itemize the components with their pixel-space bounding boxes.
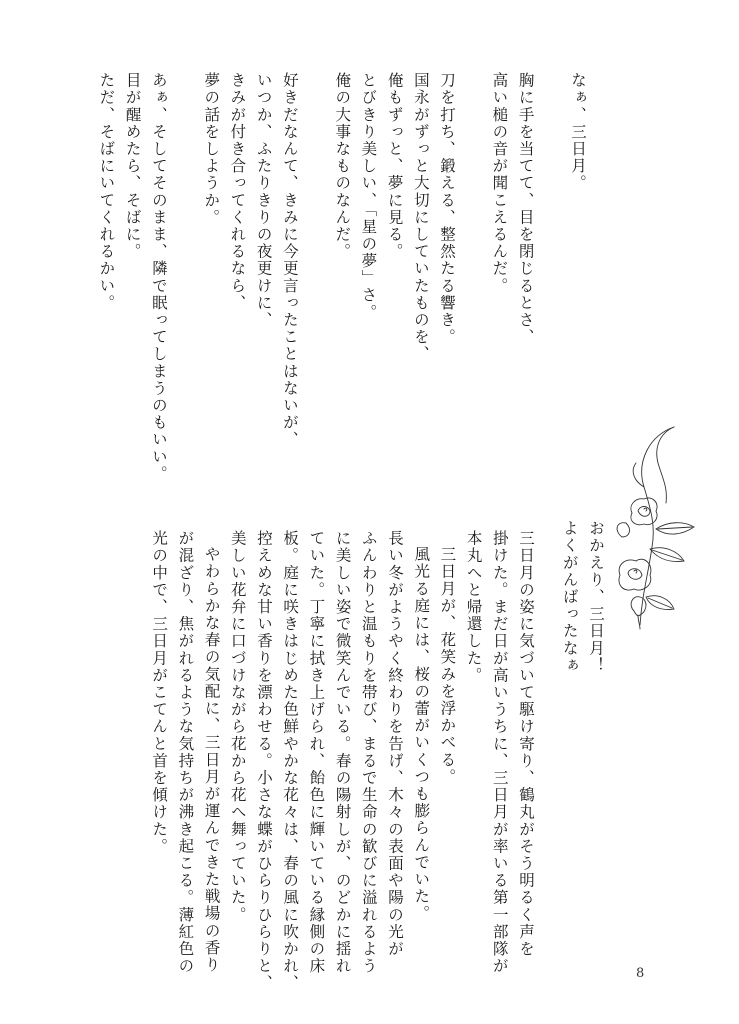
leaf	[617, 523, 629, 537]
prose-line: 板。庭に咲きはじめた色鮮やかな花々は、春の風に吹かれ、	[281, 530, 300, 992]
poem-line: 目が醒めたら、そばに。	[123, 72, 142, 261]
prose-line: 控えめな甘い香りを漂わせる。小さな蝶がひらりひらりと、	[254, 530, 273, 992]
poem-line: あぁ、そしてそのまま、隣で眠ってしまうのもいい。	[149, 72, 168, 483]
poem-block	[93, 72, 591, 483]
prose-line: ふんわりと温もりを帯び、まるで生命の歓びに溢れるよう	[359, 530, 378, 975]
prose-line: 長い冬がようやく終わりを告げ、木々の表面や陽の光が	[385, 530, 404, 958]
poem-line: 俺の大事なものなんだ。	[333, 72, 352, 261]
flower-bloom-lower	[619, 559, 651, 590]
poem-line: 高い槌の音が聞こえるんだ。	[490, 72, 509, 295]
flower-bud	[631, 597, 646, 629]
prose-line: 三日月の姿に気づいて駆け寄り、鶴丸がそう明るく声を	[517, 530, 535, 958]
poem-line: 刀を打ち、鍛える、整然たる響き。	[438, 72, 457, 346]
greeting-line: よくがんばったなぁ	[560, 520, 579, 674]
poem-line: 胸に手を当てて、目を閉じるとさ、	[516, 72, 535, 346]
prose-line: 掛けた。まだ日が高いうちに、三日月が率いる第一部隊が	[490, 530, 509, 975]
flower-tendril	[657, 427, 674, 503]
poem-line: ただ、そばにいてくれるかい。	[97, 72, 116, 312]
prose-line: 美しい花弁に口づけながら花から花へ舞っていた。	[228, 530, 247, 924]
leaf-vein	[658, 527, 692, 529]
flower-illustration	[610, 425, 700, 640]
prose-line: に美しい姿で微笑んでいる。春の陽射しが、のどかに揺れ	[333, 530, 352, 975]
poem-line: きみが付き合ってくれるなら、	[228, 72, 247, 312]
page-number: 8	[636, 966, 645, 981]
greeting-block	[557, 520, 609, 680]
greeting-line: おかえり、三日月！	[587, 520, 605, 674]
poem-line: とびきり美しい、「星の夢」さ。	[359, 72, 378, 321]
poem-line: いつか、ふたりきりの夜更けに、	[254, 72, 273, 329]
flower-bloom-upper	[631, 498, 657, 525]
poem-line: 好きだなんて、きみに今更言ったことはないが、	[280, 72, 299, 449]
prose-line: 風光る庭には、桜の蕾がいくつも膨らんでいた。	[412, 545, 431, 922]
poem-line: 夢の話をしようか。	[202, 72, 221, 226]
prose-line: 本丸へと帰還した。	[464, 530, 483, 684]
prose-line: ていた。丁寧に拭き上げられ、飴色に輝いている縁側の床	[307, 530, 326, 975]
poem-line: 国永がずっと大切にしていたものを、	[411, 72, 430, 363]
poem-line: 俺もずっと、夢に見る。	[385, 72, 404, 261]
leaf-vein	[648, 598, 672, 608]
prose-line: 光の中で、三日月がこてんと首を傾けた。	[150, 530, 169, 855]
prose-line: 三日月が、花笑みを浮かべる。	[438, 545, 457, 785]
poem-line: なぁ、三日月。	[569, 72, 587, 192]
prose-line: が混ざり、焦がれるような気持ちが沸き起こる。薄紅色の	[176, 530, 195, 975]
prose-line: やわらかな春の気配に、三日月が運んできた戦場の香り	[202, 545, 221, 973]
prose-block	[146, 530, 539, 992]
